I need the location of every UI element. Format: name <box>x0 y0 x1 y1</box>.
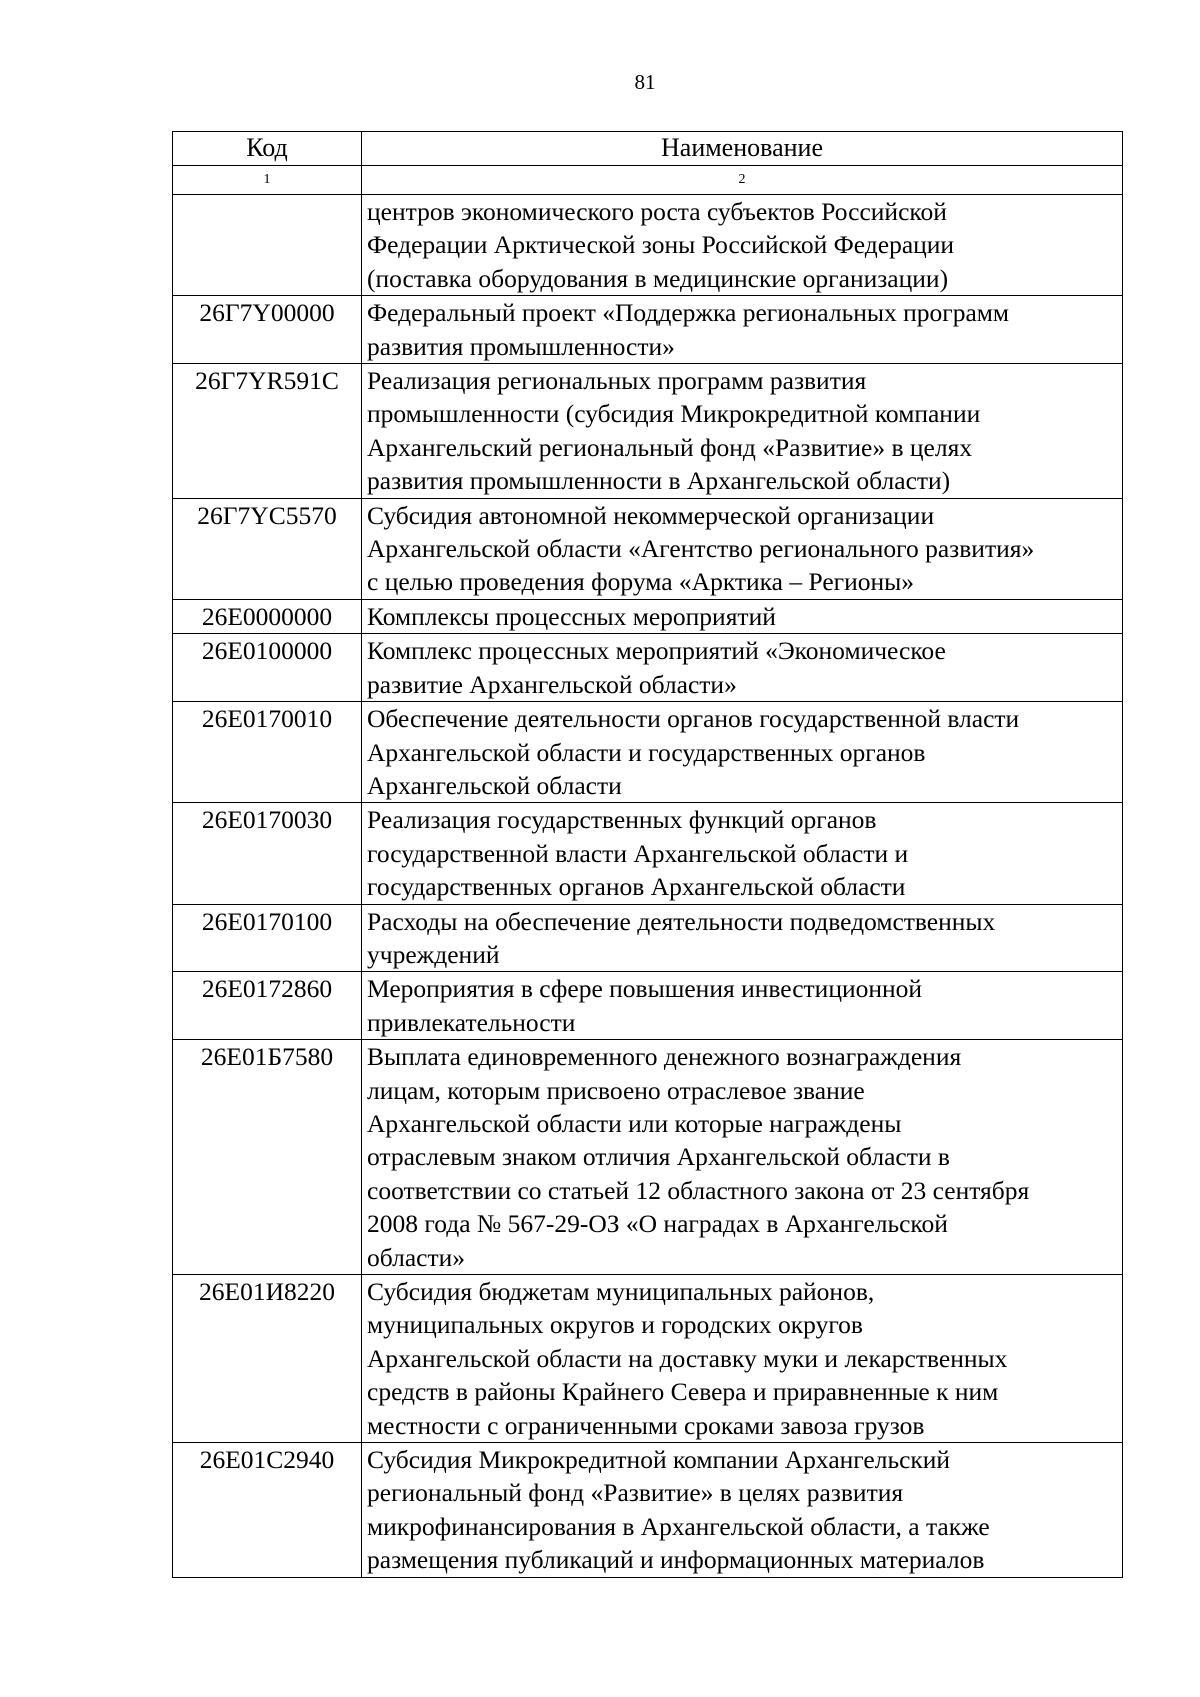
row-code-cell: 26Е0170030 <box>173 803 362 904</box>
code-column-header: Код <box>173 132 362 166</box>
table-body <box>173 195 1123 1578</box>
row-name-line: развития промышленности в Архангельской области) <box>367 466 951 496</box>
row-name-line: центров экономического роста субъектов Российской <box>367 197 947 226</box>
row-name-line: соответствии со статьей 12 областного закона от 23 сентября <box>367 1175 1030 1205</box>
row-name-cell <box>362 364 1123 499</box>
row-name-line: Выплата единовременного денежного вознаграждения <box>367 1042 962 1072</box>
row-code-cell: 26Г7YR591C <box>173 364 362 499</box>
row-name-line: Архангельской области или которые награждены <box>367 1108 902 1138</box>
row-code-cell: 26Е0170100 <box>173 904 362 972</box>
row-name-line: отраслевым знаком отличия Архангельской области в <box>367 1142 950 1172</box>
table-row <box>173 296 1123 364</box>
table-row <box>173 904 1123 972</box>
row-name-cell <box>362 296 1123 364</box>
row-name-cell <box>362 972 1123 1040</box>
row-code-cell: 26Е0100000 <box>173 634 362 702</box>
row-name-cell <box>362 498 1123 599</box>
row-name-line: местности с ограниченными сроками завоза грузов <box>367 1410 925 1440</box>
row-name-line: Субсидия Микрокредитной компании Архангельский <box>367 1445 951 1475</box>
row-name-cell <box>362 803 1123 904</box>
row-name-line: лицам, которым присвоено отраслевое звание <box>367 1075 865 1105</box>
row-name-cell <box>362 195 1123 296</box>
row-name-line: Субсидия бюджетам муниципальных районов, <box>367 1277 875 1306</box>
row-name-line: развития промышленности» <box>367 331 675 361</box>
row-name-cell <box>362 599 1123 633</box>
row-name-cell <box>362 634 1123 702</box>
table-header-row <box>173 132 1123 166</box>
row-name-line: учреждений <box>367 939 500 969</box>
row-name-line: государственных органов Архангельской области <box>367 872 906 902</box>
table-row <box>173 364 1123 499</box>
row-name-line: Обеспечение деятельности органов государственной власти <box>367 704 1020 734</box>
table-row <box>173 1443 1123 1578</box>
row-name-line: Реализация региональных программ развития <box>367 366 867 396</box>
table-row <box>173 803 1123 904</box>
row-name-line: Расходы на обеспечение деятельности подведомственных <box>367 906 996 936</box>
row-name-line: Субсидия автономной некоммерческой организации <box>367 500 935 530</box>
row-code-cell: 26Е0172860 <box>173 972 362 1040</box>
table-row <box>173 972 1123 1040</box>
row-name-line: 2008 года № 567-29-ОЗ «О наградах в Архангельской <box>367 1209 948 1239</box>
row-name-line: средств в районы Крайнего Севера и приравненные к ним <box>367 1377 999 1407</box>
row-name-line: Реализация государственных функций органов <box>367 805 877 835</box>
name-column-header: Наименование <box>362 132 1123 166</box>
code-column-number: 1 <box>173 166 362 195</box>
row-name-line: развитие Архангельской области» <box>367 669 737 699</box>
row-name-line: Комплексы процессных мероприятий <box>367 601 776 631</box>
row-code-cell: 26Е01С2940 <box>173 1443 362 1578</box>
table-row <box>173 634 1123 702</box>
row-name-line: Архангельский региональный фонд «Развитие» в целях <box>367 432 973 462</box>
row-name-cell <box>362 904 1123 972</box>
table-row <box>173 498 1123 599</box>
budget-code-table <box>172 131 1123 1578</box>
row-name-line: Комплекс процессных мероприятий «Экономическое <box>367 636 946 666</box>
row-name-line: микрофинансирования в Архангельской области, а также <box>367 1511 990 1541</box>
row-code-cell: 26Г7Y00000 <box>173 296 362 364</box>
row-name-line: Архангельской области на доставку муки и лекарственных <box>367 1343 1008 1373</box>
row-name-line: промышленности (субсидия Микрокредитной компании <box>367 399 981 429</box>
table-row <box>173 702 1123 803</box>
row-name-line: Архангельской области <box>367 770 622 800</box>
row-name-line: привлекательности <box>367 1007 576 1037</box>
table-row <box>173 1040 1123 1275</box>
row-name-line: (поставка оборудования в медицинские организации) <box>367 263 949 293</box>
row-name-line: Федеральный проект «Поддержка региональных программ <box>367 298 1010 328</box>
table-row <box>173 1275 1123 1443</box>
row-name-cell <box>362 1275 1123 1443</box>
row-name-line: муниципальных округов и городских округов <box>367 1310 863 1340</box>
page-number: 81 <box>634 70 656 94</box>
row-name-line: региональный фонд «Развитие» в целях развития <box>367 1478 904 1508</box>
row-code-cell: 26Е01И8220 <box>173 1275 362 1443</box>
row-name-cell <box>362 1040 1123 1275</box>
table-row <box>173 599 1123 633</box>
row-name-line: Федерации Арктической зоны Российской Федерации <box>367 230 955 260</box>
row-code-cell: 26Е01Б7580 <box>173 1040 362 1275</box>
row-name-line: с целью проведения форума «Арктика – Регионы» <box>367 567 915 597</box>
row-name-line: области» <box>367 1242 465 1272</box>
name-column-number: 2 <box>362 166 1123 195</box>
row-code-cell: 26Е0000000 <box>173 599 362 633</box>
column-number-row <box>173 166 1123 195</box>
row-name-line: государственной власти Архангельской области и <box>367 838 909 868</box>
row-name-line: Архангельской области и государственных органов <box>367 737 926 767</box>
row-code-cell: 26Е0170010 <box>173 702 362 803</box>
row-code-cell <box>173 195 362 296</box>
row-name-line: Архангельской области «Агентство регионального развития» <box>367 534 1035 564</box>
table-row <box>173 195 1123 296</box>
row-code-cell: 26Г7YC5570 <box>173 498 362 599</box>
row-name-cell <box>362 1443 1123 1578</box>
row-name-cell <box>362 702 1123 803</box>
row-name-line: размещения публикаций и информационных материалов <box>367 1545 985 1575</box>
row-name-line: Мероприятия в сфере повышения инвестиционной <box>367 974 923 1004</box>
